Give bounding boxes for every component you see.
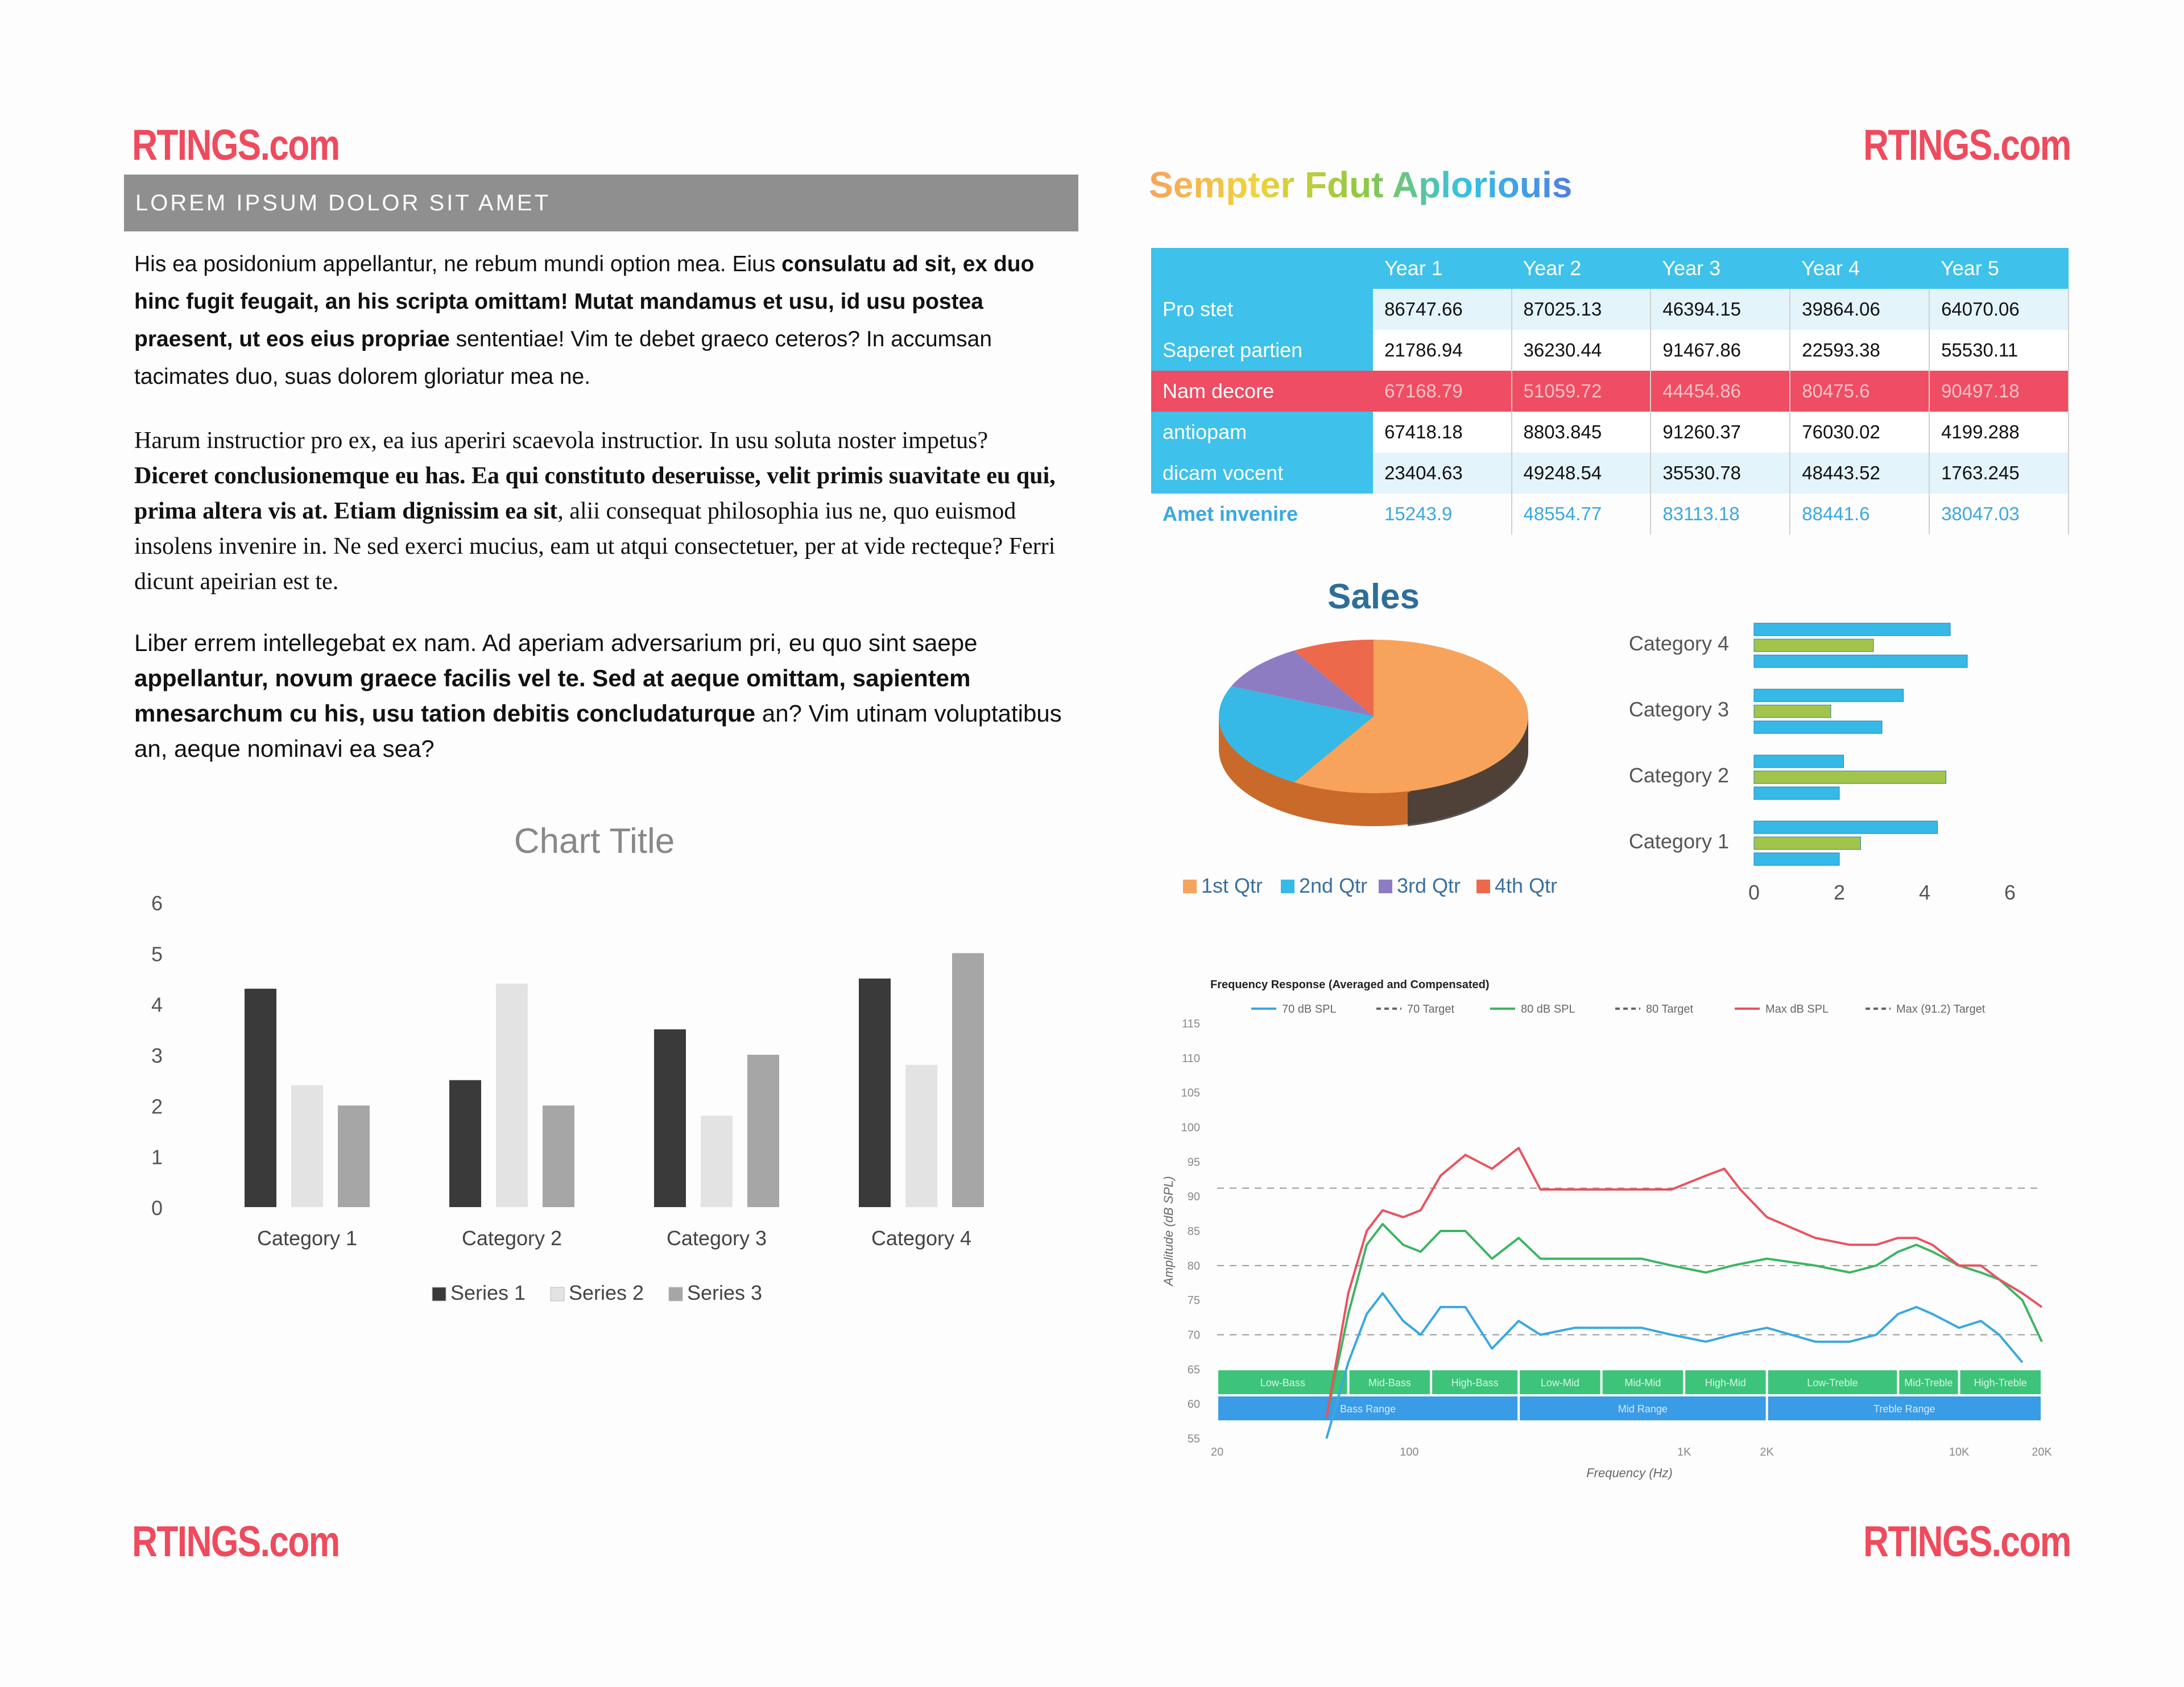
x-tick-label: 2 bbox=[1833, 881, 1846, 904]
pie-chart bbox=[1160, 569, 1615, 921]
table-header-cell: Year 5 bbox=[1929, 248, 2069, 289]
pie-legend-label: 4th Qtr bbox=[1495, 874, 1558, 897]
column-bar bbox=[952, 953, 984, 1207]
legend-label: Series 1 bbox=[450, 1281, 526, 1304]
freq-y-tick: 70 bbox=[1187, 1329, 1200, 1342]
hbar-bar bbox=[1754, 755, 1844, 768]
table-cell: 55530.11 bbox=[1929, 330, 2069, 371]
legend-label: Series 2 bbox=[569, 1281, 644, 1304]
column-bar bbox=[496, 984, 528, 1207]
freq-y-tick: 75 bbox=[1187, 1294, 1200, 1307]
freq-y-tick: 85 bbox=[1187, 1225, 1200, 1238]
freq-y-tick: 95 bbox=[1187, 1156, 1200, 1169]
hbar-category-label: Category 1 bbox=[1628, 830, 1729, 853]
table-row-label: Nam decore bbox=[1151, 371, 1373, 412]
freq-y-tick: 100 bbox=[1181, 1121, 1200, 1134]
table-header-cell: Year 4 bbox=[1790, 248, 1929, 289]
paragraph-1 bbox=[134, 246, 1067, 396]
y-tick-label: 3 bbox=[151, 1044, 163, 1067]
hbar-bar bbox=[1754, 821, 1938, 834]
table-cell: 86747.66 bbox=[1373, 289, 1511, 330]
freq-band-top-label: Mid-Bass bbox=[1368, 1377, 1411, 1388]
freq-legend-label: 80 Target bbox=[1646, 1003, 1694, 1015]
column-bar bbox=[701, 1116, 733, 1207]
pie-legend-label: 1st Qtr bbox=[1201, 874, 1263, 897]
y-tick-label: 1 bbox=[151, 1145, 163, 1169]
freq-y-tick: 110 bbox=[1182, 1052, 1200, 1065]
column-bar bbox=[543, 1105, 574, 1207]
pie-legend-label: 3rd Qtr bbox=[1397, 874, 1461, 897]
table-row-label: Amet invenire bbox=[1163, 502, 1298, 525]
brand-logo-bottom-right: RTINGS.com bbox=[1863, 1518, 2070, 1566]
freq-x-tick: 2K bbox=[1760, 1446, 1774, 1458]
para3-run: an? Vim utinam voluptatibus an, aeque nominavi ea sea? bbox=[134, 700, 1062, 762]
section-banner: LOREM IPSUM DOLOR SIT AMET bbox=[124, 175, 1078, 231]
table-cell: 91260.37 bbox=[1651, 412, 1790, 453]
table-row bbox=[1151, 371, 2069, 412]
x-tick-label: 6 bbox=[2004, 881, 2016, 904]
table-cell: 44454.86 bbox=[1651, 371, 1790, 412]
table-row-label: Saperet partien bbox=[1151, 330, 1373, 371]
paragraph-2 bbox=[134, 423, 1067, 599]
column-bar bbox=[291, 1085, 323, 1207]
data-table bbox=[1151, 248, 2069, 534]
table-row-label: Pro stet bbox=[1151, 289, 1373, 330]
freq-legend-label: 80 dB SPL bbox=[1521, 1003, 1575, 1015]
brand-logo-top-left: RTINGS.com bbox=[132, 121, 340, 169]
column-bar bbox=[654, 1029, 686, 1207]
hbar-bar bbox=[1754, 639, 1873, 652]
freq-band-top-label: Low-Bass bbox=[1260, 1377, 1305, 1388]
table-cell: 38047.03 bbox=[1929, 494, 2069, 534]
table-cell: 35530.78 bbox=[1651, 453, 1790, 494]
table-header-row bbox=[1151, 248, 2069, 289]
freq-title: Frequency Response (Averaged and Compensated) bbox=[1210, 979, 1490, 991]
x-tick-label: 4 bbox=[1918, 881, 1931, 904]
freq-y-tick: 115 bbox=[1182, 1018, 1200, 1030]
brand-logo-bottom-left: RTINGS.com bbox=[132, 1518, 340, 1566]
freq-x-tick: 20 bbox=[1210, 1446, 1224, 1458]
hbar-bar bbox=[1754, 705, 1831, 718]
freq-x-tick: 10K bbox=[1949, 1446, 1970, 1458]
pie-title: Sales bbox=[1327, 577, 1420, 616]
freq-band-top-label: Mid-Treble bbox=[1904, 1377, 1953, 1388]
column-bar bbox=[338, 1105, 370, 1207]
pie-legend-swatch bbox=[1379, 880, 1392, 893]
para2-run: Harum instructior pro ex, ea ius aperiri scaevola instructior. In usu soluta noster impetus? bbox=[134, 428, 988, 454]
table-cell: 51059.72 bbox=[1512, 371, 1651, 412]
pie-legend-swatch bbox=[1281, 880, 1294, 893]
table-header-cell: Year 3 bbox=[1651, 248, 1790, 289]
table-cell: 76030.02 bbox=[1790, 412, 1929, 453]
table-cell: 46394.15 bbox=[1651, 289, 1790, 330]
column-bar bbox=[449, 1080, 481, 1207]
freq-band-top-label: High-Treble bbox=[1974, 1377, 2027, 1388]
freq-band-top-label: Mid-Mid bbox=[1624, 1377, 1661, 1388]
chart-title: Chart Title bbox=[514, 822, 675, 861]
freq-y-label: Amplitude (dB SPL) bbox=[1161, 1176, 1176, 1286]
freq-band-top-label: High-Mid bbox=[1705, 1377, 1746, 1388]
category-label: Category 3 bbox=[666, 1226, 767, 1250]
table-row-label: antiopam bbox=[1151, 412, 1373, 453]
pie-legend-swatch bbox=[1476, 880, 1490, 893]
frequency-response-chart bbox=[1149, 967, 2070, 1501]
column-bar bbox=[859, 979, 891, 1207]
hbar-bar bbox=[1754, 689, 1904, 702]
table-cell: 67168.79 bbox=[1373, 371, 1511, 412]
table-cell: 48554.77 bbox=[1512, 494, 1651, 534]
table-cell: 91467.86 bbox=[1651, 330, 1790, 371]
hbar-bar bbox=[1754, 721, 1882, 733]
pie-legend-swatch bbox=[1183, 880, 1197, 893]
table-cell: 49248.54 bbox=[1512, 453, 1651, 494]
table-cell: 23404.63 bbox=[1373, 453, 1511, 494]
table-cell: 15243.9 bbox=[1373, 494, 1511, 534]
freq-x-label: Frequency (Hz) bbox=[1586, 1466, 1673, 1480]
table-row bbox=[1151, 453, 2069, 494]
hbar-category-label: Category 3 bbox=[1628, 698, 1729, 721]
table-row bbox=[1151, 412, 2069, 453]
table-cell: 90497.18 bbox=[1929, 371, 2069, 412]
category-label: Category 1 bbox=[257, 1226, 358, 1250]
table-cell: 36230.44 bbox=[1512, 330, 1651, 371]
table-cell: 67418.18 bbox=[1373, 412, 1511, 453]
para3-run: appellantur, novum graece facilis vel te. Sed at aeque omittam, sapientem mnesarchum cu his, usu tation debitis concludaturque bbox=[134, 665, 971, 727]
freq-y-tick: 105 bbox=[1181, 1087, 1200, 1100]
freq-x-tick: 20K bbox=[2032, 1446, 2052, 1458]
paragraph-3 bbox=[134, 625, 1067, 766]
hbar-bar bbox=[1754, 623, 1950, 636]
horizontal-bar-chart bbox=[1604, 586, 2048, 921]
freq-band-top-label: Low-Treble bbox=[1807, 1377, 1858, 1388]
para2-run: , alii consequat philosophia ius ne, quo euismod insolens invenire in. Ne sed exerci mucius, eam ut atqui consectetuer, per at vide recteque? Ferri dicunt apeirian est te. bbox=[134, 498, 1056, 595]
table-cell: 21786.94 bbox=[1373, 330, 1511, 371]
freq-legend-label: 70 Target bbox=[1407, 1003, 1455, 1015]
column-bar bbox=[245, 989, 276, 1207]
hbar-category-label: Category 2 bbox=[1628, 764, 1729, 787]
table-row-label: dicam vocent bbox=[1151, 453, 1373, 494]
legend-swatch bbox=[551, 1287, 564, 1301]
table-cell: 87025.13 bbox=[1512, 289, 1651, 330]
freq-legend-label: Max (91.2) Target bbox=[1896, 1003, 1986, 1015]
table-cell: 83113.18 bbox=[1651, 494, 1790, 534]
hbar-bar bbox=[1754, 853, 1839, 865]
y-tick-label: 5 bbox=[151, 942, 163, 966]
table-cell: 88441.6 bbox=[1790, 494, 1929, 534]
table-row bbox=[1151, 494, 2069, 534]
freq-legend-label: 70 dB SPL bbox=[1282, 1003, 1337, 1015]
hbar-bar bbox=[1754, 787, 1839, 799]
freq-band-bottom-label: Bass Range bbox=[1340, 1403, 1396, 1415]
freq-y-tick: 65 bbox=[1187, 1363, 1200, 1377]
table-header-cell: Year 1 bbox=[1373, 248, 1511, 289]
hbar-category-label: Category 4 bbox=[1628, 632, 1729, 655]
table-row bbox=[1151, 330, 2069, 371]
table-cell: 39864.06 bbox=[1790, 289, 1929, 330]
brand-logo-top-right: RTINGS.com bbox=[1863, 121, 2070, 169]
hbar-bar bbox=[1754, 771, 1946, 784]
freq-band-bottom-label: Mid Range bbox=[1618, 1403, 1668, 1415]
freq-legend-label: Max dB SPL bbox=[1765, 1003, 1829, 1015]
table-cell: 4199.288 bbox=[1929, 412, 2069, 453]
category-label: Category 4 bbox=[871, 1226, 972, 1250]
table-cell: 1763.245 bbox=[1929, 453, 2069, 494]
freq-x-tick: 1K bbox=[1677, 1446, 1691, 1458]
table-cell: 80475.6 bbox=[1790, 371, 1929, 412]
table-header-cell: Year 2 bbox=[1512, 248, 1651, 289]
category-label: Category 2 bbox=[461, 1226, 562, 1250]
para1-run: sententiae! Vim te debet graeco ceteros? In accumsan tacimates duo, suas dolorem gloriatur mea ne. bbox=[134, 327, 992, 389]
para2-run: Diceret conclusionemque eu has. Ea qui constituto deseruisse, velit primis suavitate eu qui, prima altera vis at. Etiam dignissim ea sit bbox=[134, 463, 1056, 524]
legend-label: Series 3 bbox=[687, 1281, 763, 1304]
para3-run: Liber errem intellegebat ex nam. Ad aperiam adversarium pri, eu quo sint saepe bbox=[134, 629, 978, 656]
y-tick-label: 6 bbox=[151, 892, 163, 915]
column-chart bbox=[114, 796, 1052, 1330]
freq-y-tick: 60 bbox=[1187, 1398, 1200, 1411]
freq-band-bottom-label: Treble Range bbox=[1873, 1403, 1935, 1415]
table-header-cell bbox=[1151, 248, 1373, 289]
freq-y-tick: 55 bbox=[1187, 1433, 1200, 1445]
x-tick-label: 0 bbox=[1748, 881, 1760, 904]
table-cell: 64070.06 bbox=[1929, 289, 2069, 330]
table-cell: 22593.38 bbox=[1790, 330, 1929, 371]
pie-legend-label: 2nd Qtr bbox=[1299, 874, 1368, 897]
y-tick-label: 4 bbox=[151, 993, 163, 1017]
y-tick-label: 2 bbox=[151, 1095, 163, 1118]
freq-x-tick: 100 bbox=[1400, 1446, 1419, 1458]
hbar-bar bbox=[1754, 837, 1861, 849]
hbar-bar bbox=[1754, 655, 1967, 668]
legend-swatch bbox=[669, 1287, 682, 1301]
y-tick-label: 0 bbox=[151, 1196, 163, 1220]
freq-y-tick: 90 bbox=[1187, 1191, 1200, 1204]
table-cell: 48443.52 bbox=[1790, 453, 1929, 494]
para1-run: His ea posidonium appellantur, ne rebum mundi option mea. Eius bbox=[134, 252, 782, 276]
legend-swatch bbox=[432, 1287, 446, 1301]
freq-y-tick: 80 bbox=[1187, 1259, 1200, 1272]
rainbow-heading: Sempter Fdut Aploriouis bbox=[1149, 164, 1573, 205]
column-bar bbox=[747, 1055, 779, 1207]
table-cell: 8803.845 bbox=[1512, 412, 1651, 453]
table-row bbox=[1151, 289, 2069, 330]
column-bar bbox=[905, 1065, 937, 1207]
para1-run: consulatu ad sit, ex duo hinc fugit feugait, an his scripta omittam! Mutat mandamus et usu, id usu postea praesent, ut eos eius propriae bbox=[134, 252, 1035, 351]
freq-band-top-label: Low-Mid bbox=[1540, 1377, 1579, 1388]
freq-band-top-label: High-Bass bbox=[1451, 1377, 1499, 1388]
